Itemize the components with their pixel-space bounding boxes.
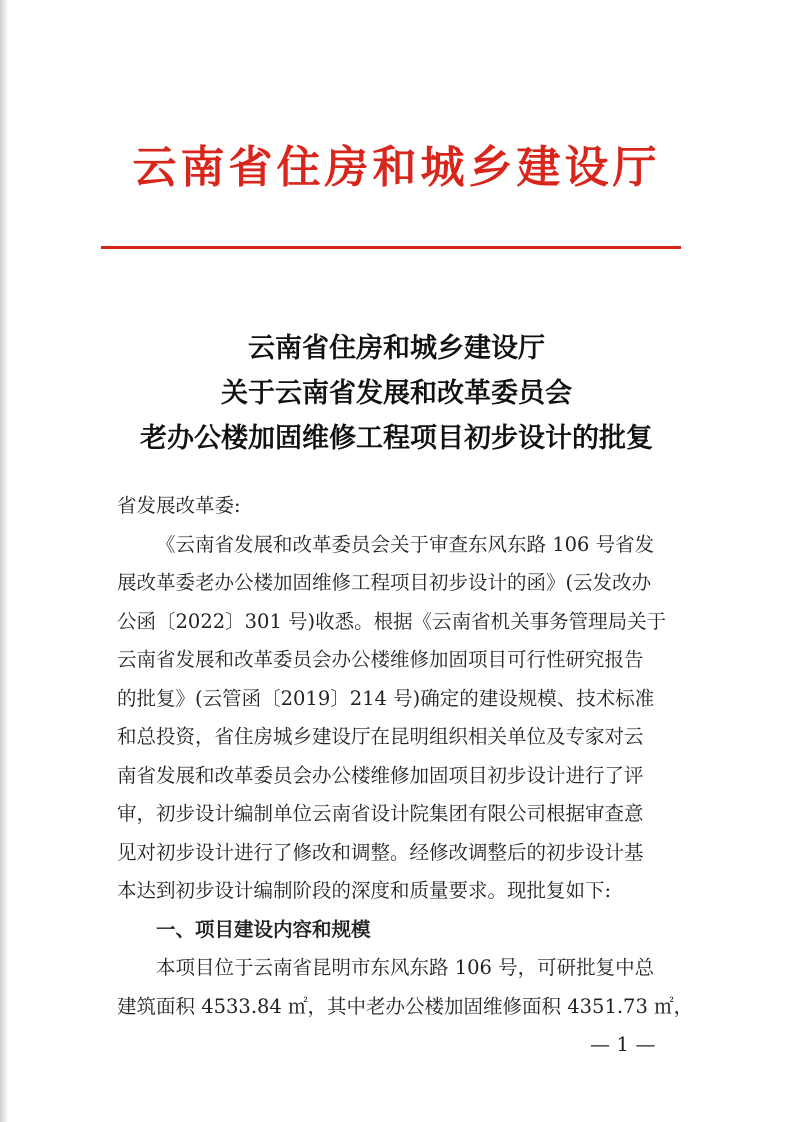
title-line-1: 云南省住房和城乡建设厅	[248, 333, 545, 364]
paragraph-2-line: 本项目位于云南省昆明市东风东路 106 号，可研批复中总	[156, 956, 655, 979]
document-title	[0, 326, 793, 461]
paragraph-1-line: 见对初步设计进行了修改和调整。经修改调整后的初步设计基	[117, 840, 644, 864]
paragraph-1-line: 展改革委老办公楼加固维修工程项目初步设计的函》(云发改办	[117, 571, 652, 594]
paragraph-1-line: 和总投资，省住房城乡建设厅在昆明组织相关单位及专家对云	[117, 725, 644, 748]
paragraph-1-line: 《云南省发展和改革委员会关于审查东风东路 106 号省发	[156, 532, 655, 556]
letterhead-red-rule	[101, 246, 681, 249]
title-line-2: 关于云南省发展和改革委员会	[221, 378, 572, 409]
paragraph-2-line: 建筑面积 4533.84 ㎡，其中老办公楼加固维修面积 4351.73 ㎡，	[117, 994, 694, 1018]
paragraph-1-line: 公函〔2022〕301 号)收悉。根据《云南省机关事务管理局关于	[117, 609, 667, 633]
document-body	[117, 487, 694, 1026]
paragraph-1-line: 南省发展和改革委员会办公楼维修加固项目初步设计进行了评	[117, 763, 644, 787]
page-number: — 1 —	[590, 1032, 656, 1056]
section-1-heading: 一、项目建设内容和规模	[156, 917, 371, 941]
paragraph-1-line: 审，初步设计编制单位云南省设计院集团有限公司根据审查意	[117, 802, 644, 825]
letterhead-org-name: 云南省住房和城乡建设厅	[132, 142, 661, 193]
title-line-3: 老办公楼加固维修工程项目初步设计的批复	[140, 423, 653, 454]
paragraph-1-line: 本达到初步设计编制阶段的深度和质量要求。现批复如下:	[117, 879, 612, 902]
paragraph-1-line: 的批复》(云管函〔2019〕214 号)确定的建设规模、技术标准	[117, 686, 655, 710]
paragraph-1-line: 云南省发展和改革委员会办公楼维修加固项目可行性研究报告	[117, 648, 644, 671]
salutation: 省发展改革委:	[117, 494, 241, 517]
